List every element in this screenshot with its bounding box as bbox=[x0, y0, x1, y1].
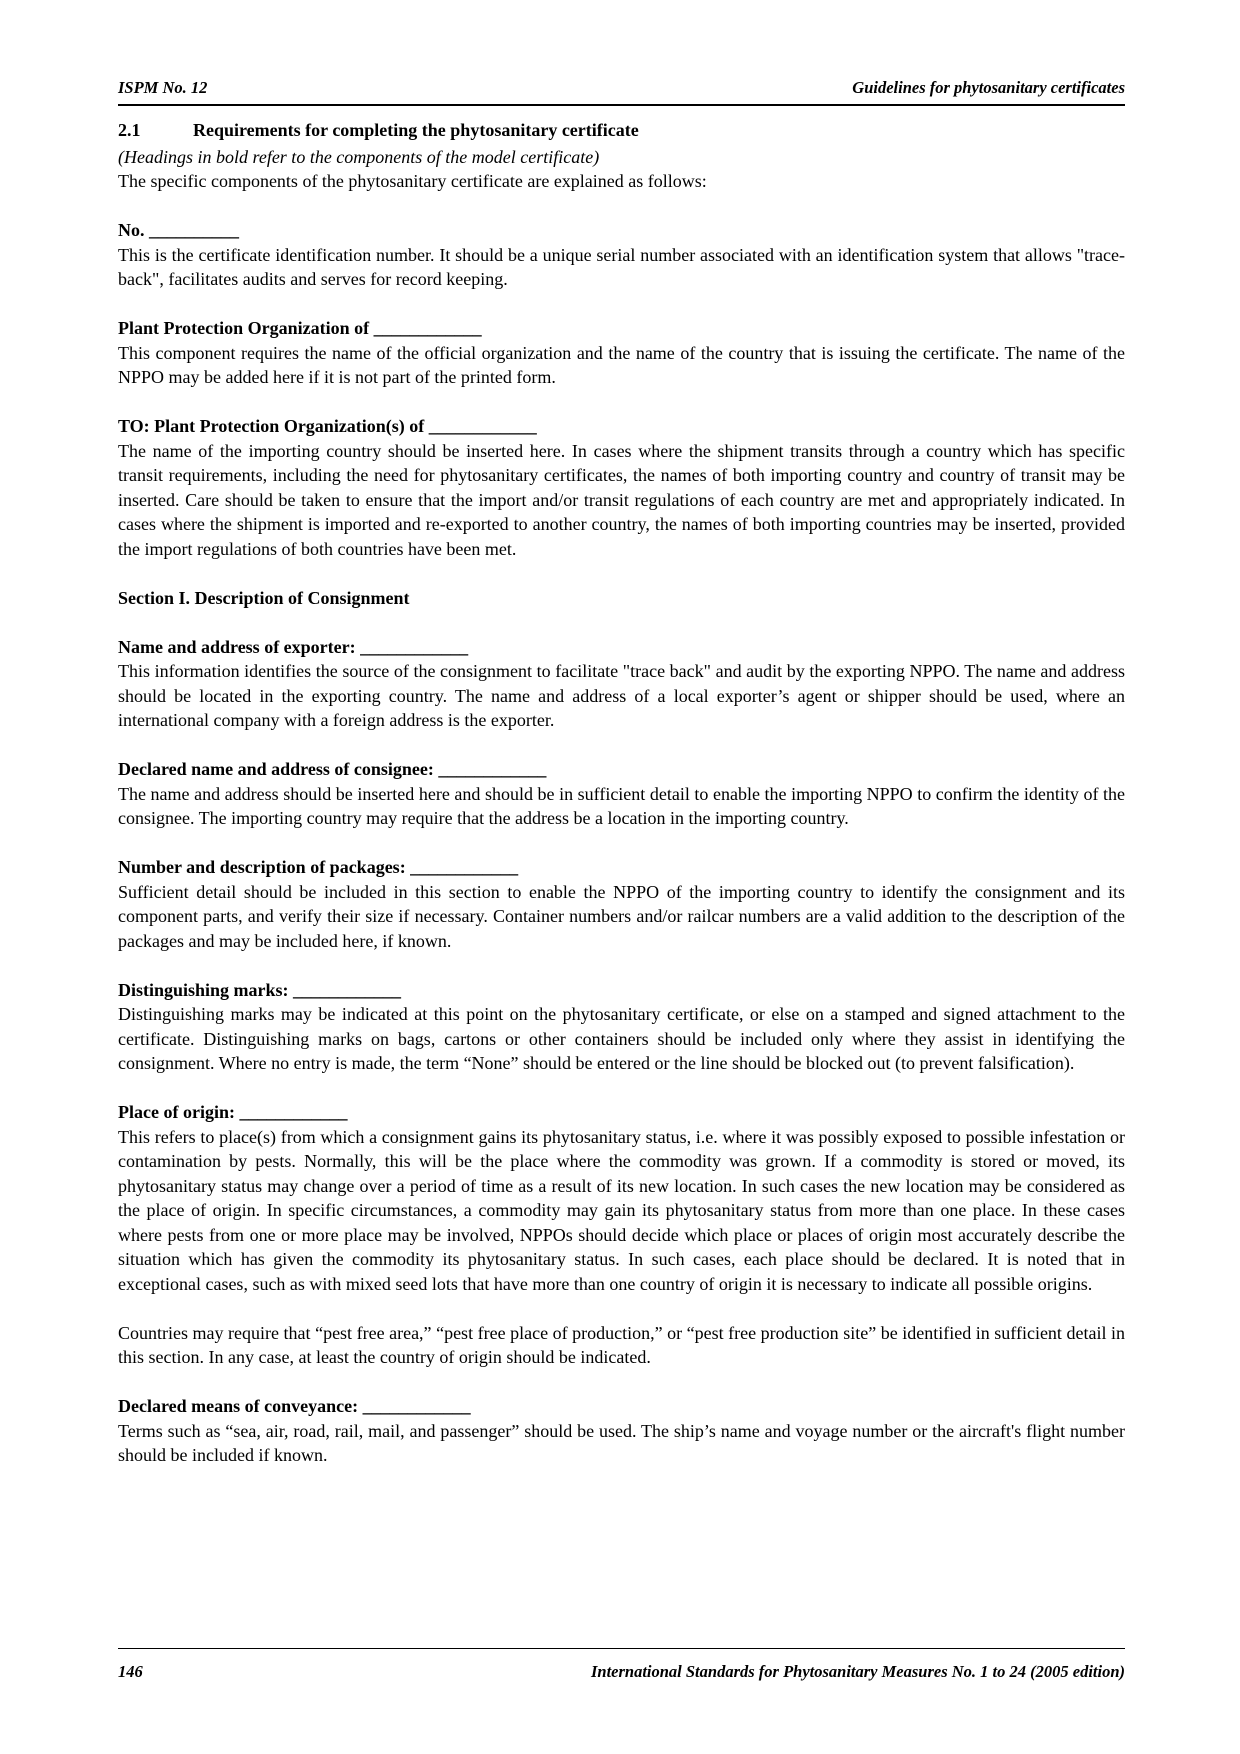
block-heading: Plant Protection Organization of ____________ bbox=[118, 318, 482, 338]
origin-note-paragraph: Countries may require that “pest free area,” “pest free place of production,” or “pest free production site” be identified in sufficient detail in this section. In any case, at least the country of origin should be indicated. bbox=[118, 1322, 1125, 1367]
header-document-id: ISPM No. 12 bbox=[118, 78, 208, 97]
block-certificate-number bbox=[118, 218, 1125, 292]
block-heading: Section I. Description of Consignment bbox=[118, 587, 410, 608]
block-body: Terms such as “sea, air, road, rail, mail, and passenger” should be used. The ship’s name and voyage number or the aircraft's flight number should be included if known. bbox=[118, 1420, 1125, 1465]
page-content bbox=[118, 118, 1125, 1468]
block-body: The name and address should be inserted here and should be in sufficient detail to enable the importing NPPO to confirm the identity of the consignee. The importing country may require that the address be a location in the importing country. bbox=[118, 783, 1125, 828]
block-consignee bbox=[118, 757, 1125, 831]
block-distinguishing-marks bbox=[118, 978, 1125, 1076]
block-to-plant-protection-organization bbox=[118, 414, 1125, 561]
block-heading: Distinguishing marks: ____________ bbox=[118, 979, 402, 1000]
header-document-title: Guidelines for phytosanitary certificates bbox=[852, 78, 1125, 97]
section-intro: The specific components of the phytosanitary certificate are explained as follows: bbox=[118, 171, 707, 191]
block-heading: Declared means of conveyance: ____________ bbox=[118, 1396, 471, 1416]
block-body: Distinguishing marks may be indicated at this point on the phytosanitary certificate, or else on a stamped and signed attachment to the certificate. Distinguishing marks on bags, cartons or other containers should be included only where they assist in identifying the consignment. Where no entry is made, the term “None” should be entered or the line should be blocked out (to prevent falsification). bbox=[118, 1004, 1125, 1073]
section-heading bbox=[118, 118, 1125, 143]
page-footer bbox=[118, 1648, 1125, 1681]
block-packages bbox=[118, 855, 1125, 953]
block-section-one bbox=[118, 586, 1125, 611]
block-exporter bbox=[118, 635, 1125, 733]
block-body: Sufficient detail should be included in this section to enable the NPPO of the importing country to identify the consignment and its component parts, and verify their size if necessary. Container numbers and/or railcar numbers are a valid addition to the description of the packages and may be included here, if known. bbox=[118, 881, 1125, 951]
block-plant-protection-organization bbox=[118, 316, 1125, 390]
block-heading: Place of origin: ____________ bbox=[118, 1102, 348, 1122]
block-heading: TO: Plant Protection Organization(s) of ____________ bbox=[118, 416, 537, 436]
block-heading: Declared name and address of consignee: ____________ bbox=[118, 759, 547, 779]
section-title: Requirements for completing the phytosanitary certificate bbox=[193, 120, 639, 140]
block-heading: Name and address of exporter: ____________ bbox=[118, 636, 469, 657]
section-number: 2.1 bbox=[118, 120, 141, 140]
footer-publication-title: International Standards for Phytosanitary Measures No. 1 to 24 (2005 edition) bbox=[590, 1662, 1125, 1681]
block-place-of-origin bbox=[118, 1100, 1125, 1296]
block-body: This is the certificate identification number. It should be a unique serial number associated with an identification system that allows "trace-back", facilitates audits and serves for record keeping. bbox=[118, 244, 1125, 289]
block-means-of-conveyance bbox=[118, 1394, 1125, 1468]
section-note: (Headings in bold refer to the components of the model certificate) bbox=[118, 146, 600, 167]
block-heading: Number and description of packages: ____________ bbox=[118, 857, 519, 877]
page-header bbox=[118, 74, 1125, 106]
block-body: This refers to place(s) from which a consignment gains its phytosanitary status, i.e. where it was possibly exposed to possible infestation or contamination by pests. Normally, this will be the place where the commodity was grown. If a commodity is stored or moved, its phytosanitary status may change over a period of time as a result of its new location. In such cases the new location may be considered as the place of origin. In specific circumstances, a commodity may gain its phytosanitary status from more than one place. In these cases where pests from one or more place may be involved, NPPOs should decide which place or places of origin most accurately describe the situation which has given the commodity its phytosanitary status. In such cases, each place should be declared. It is noted that in exceptional cases, such as with mixed seed lots that have more than one country of origin it is necessary to indicate all possible origins. bbox=[118, 1126, 1125, 1294]
block-heading: No. __________ bbox=[118, 220, 239, 240]
block-body: This information identifies the source of the consignment to facilitate "trace back" and audit by the exporting NPPO. The name and address should be located in the exporting country. The name and address of a local exporter’s agent or shipper should be used, where an international company with a foreign address is the exporter. bbox=[118, 661, 1125, 730]
page-number: 146 bbox=[118, 1662, 143, 1681]
block-body: This component requires the name of the official organization and the name of the country that is issuing the certificate. The name of the NPPO may be added here if it is not part of the printed form. bbox=[118, 342, 1125, 387]
block-body: The name of the importing country should be inserted here. In cases where the shipment transits through a country which has specific transit requirements, including the need for phytosanitary certificates, the names of both importing country and country of transit may be inserted. Care should be taken to ensure that the import and/or transit regulations of each country are met and appropriately indicated. In cases where the shipment is imported and re-exported to another country, the names of both importing countries may be inserted, provided the import regulations of both countries have been met. bbox=[118, 440, 1125, 559]
